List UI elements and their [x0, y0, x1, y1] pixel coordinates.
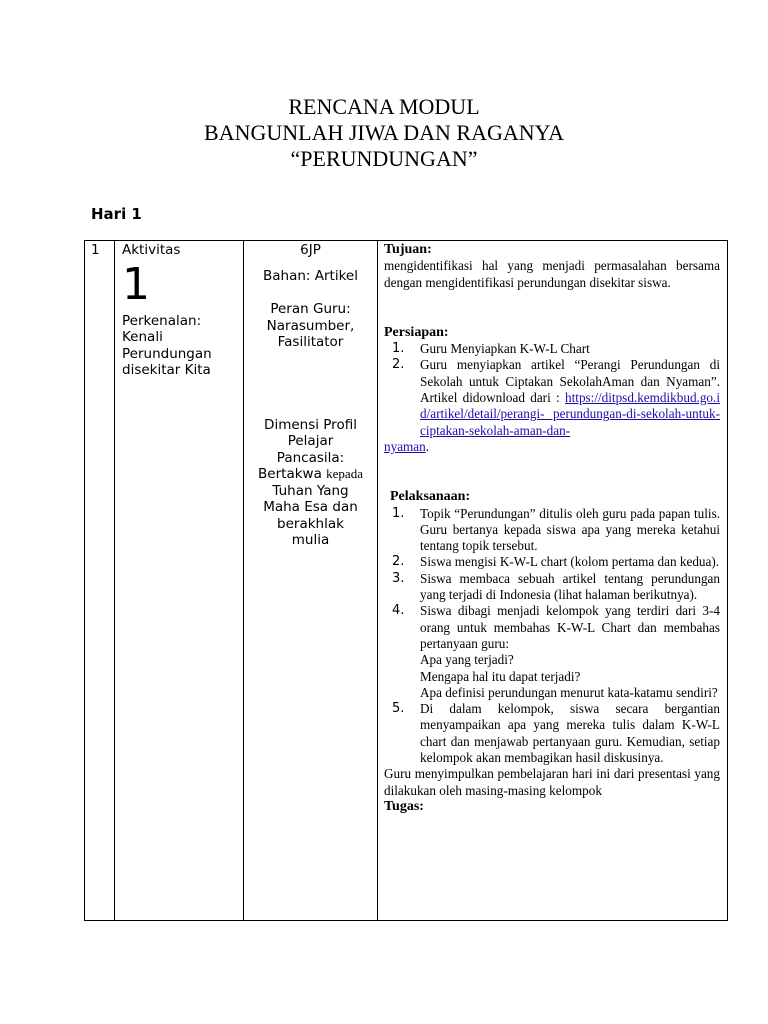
list-text: Guru menyiapkan artikel “Perangi Perundungan di Sekolah untuk Ciptakan SekolahAman dan Nyaman”. Artikel didownload dari : — [420, 357, 720, 406]
article-link-end[interactable]: nyaman — [384, 438, 426, 454]
list-number: 5. — [392, 701, 405, 717]
profile-line-4 — [248, 466, 373, 483]
title-line-1: RENCANA MODUL — [288, 94, 480, 119]
list-item — [384, 357, 720, 438]
tujuan-heading: Tujuan: — [384, 242, 432, 257]
teacher-role-label: Peran Guru: — [270, 301, 351, 317]
question-3: Apa definisi perundungan menurut kata-katamu sendiri? — [420, 684, 718, 700]
persiapan-heading: Persiapan: — [384, 324, 449, 340]
table-row — [85, 241, 728, 921]
list-text: Guru Menyiapkan K-W-L Chart — [420, 341, 590, 357]
meta-cell — [244, 241, 378, 921]
profile-line-2: Pelajar — [287, 433, 334, 449]
title-line-3: “PERUNDUNGAN” — [290, 146, 478, 171]
teacher-role-1: Narasumber, — [266, 317, 355, 334]
day-label: Hari 1 — [91, 205, 142, 223]
link-suffix: . — [425, 438, 430, 454]
activity-cell — [115, 241, 244, 921]
teacher-role-2: Fasilitator — [277, 334, 344, 350]
list-item — [384, 506, 720, 555]
profile-line-1: Dimensi Profil — [264, 416, 357, 433]
profile-line-8: mulia — [291, 532, 330, 548]
row-number: 1 — [85, 241, 115, 921]
list-text: Siswa dibagi menjadi kelompok yang terdiri dari 3-4 orang untuk membahas K-W-L Chart dan membahas pertanyaan guru: — [420, 603, 720, 651]
profile-line-5: Tuhan Yang — [272, 482, 349, 499]
list-text: Siswa mengisi K-W-L chart (kolom pertama dan kedua). — [420, 554, 720, 570]
pelaksanaan-heading: Pelaksanaan: — [390, 489, 471, 505]
list-number: 2. — [392, 554, 405, 570]
article-link[interactable]: https://ditpsd.kemdikbud.go.id/artikel/detail/perangi- perundungan-di-sekolah-untuk-ciptakan-sekolah-aman-dan- — [420, 390, 720, 438]
document-title — [0, 94, 768, 172]
material: Bahan: Artikel — [263, 267, 358, 284]
profile-line-6: Maha Esa dan — [263, 499, 358, 515]
list-item — [384, 554, 720, 570]
list-number: 3. — [392, 570, 405, 586]
tujuan-text: mengidentifikasi hal yang menjadi permasalahan bersama dengan mengidentifikasi perundungan disekitar siswa. — [384, 258, 720, 290]
list-item — [384, 571, 720, 604]
list-number: 1. — [392, 505, 405, 521]
hours: 6JP — [300, 242, 321, 258]
list-text: Di dalam kelompok, siswa secara bergantian menyampaikan apa yang mereka tulis dalam K-W-L chart dan menjawab pertanyaan guru. Kemudian, setiap kelompok akan membagikan hasil diskusinya. — [420, 701, 720, 766]
list-text: Siswa membaca sebuah artikel tentang perundungan yang terjadi di Indonesia (lihat halaman berikutnya). — [420, 570, 720, 603]
closing-text: Guru menyimpulkan pembelajaran hari ini dari presentasi yang dilakukan oleh masing-masing kelompok — [384, 766, 720, 798]
content-cell — [378, 241, 728, 921]
profile-line-4b: kepada — [326, 466, 363, 481]
title-line-2: BANGUNLAH JIWA DAN RAGANYA — [204, 120, 564, 145]
profile-line-7: berakhlak — [277, 515, 344, 532]
list-number: 1. — [392, 341, 405, 357]
lesson-plan-table — [84, 240, 728, 921]
persiapan-list — [384, 341, 720, 439]
list-item — [384, 701, 720, 766]
activity-number: 1 — [122, 258, 150, 310]
list-item — [384, 341, 720, 357]
activity-label: Aktivitas — [122, 242, 181, 258]
list-text: Topik “Perundungan” ditulis oleh guru pada papan tulis. Guru bertanya kepada siswa apa yang mereka ketahui tentang topik tersebut. — [420, 505, 720, 554]
activity-desc-4: disekitar Kita — [122, 362, 211, 378]
tugas-heading: Tugas: — [384, 798, 424, 814]
profile-line-4a: Bertakwa — [258, 466, 322, 482]
activity-desc-2: Kenali — [122, 329, 163, 345]
activity-desc-3: Perundungan — [122, 345, 212, 362]
question-1: Apa yang terjadi? — [420, 652, 514, 668]
list-number: 2. — [392, 357, 405, 373]
question-2: Mengapa hal itu dapat terjadi? — [420, 668, 581, 684]
link-continuation — [384, 439, 720, 455]
activity-desc-1: Perkenalan: — [122, 312, 202, 329]
list-number: 4. — [392, 603, 405, 619]
pelaksanaan-list — [384, 506, 720, 767]
profile-line-3: Pancasila: — [276, 449, 345, 466]
list-item — [384, 603, 720, 701]
